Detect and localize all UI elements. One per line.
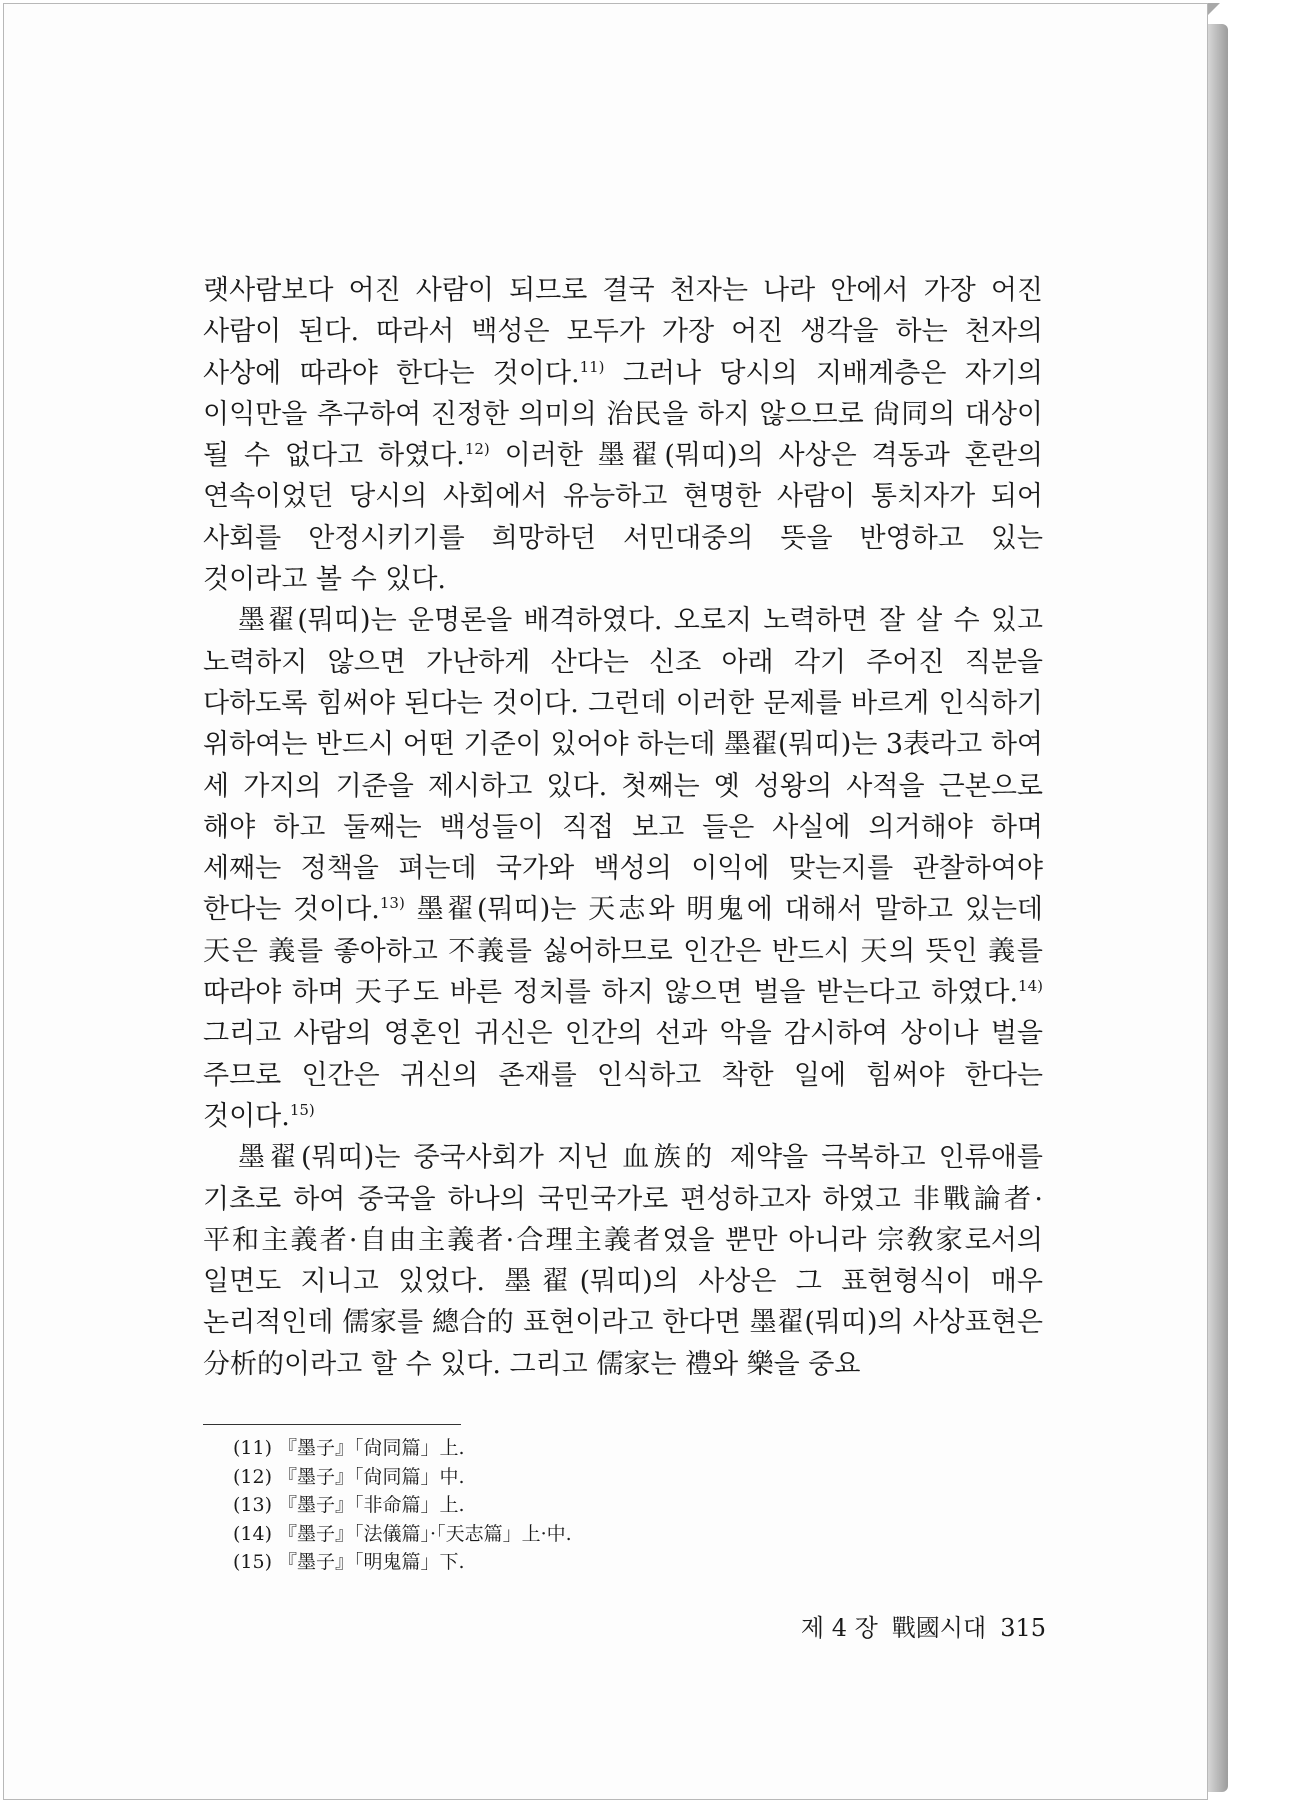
footnotes	[233, 1434, 833, 1577]
footnote-ref: 14)	[1018, 977, 1043, 996]
footnote-14: (14) 『墨子』「法儀篇」·「天志篇」上·中.	[233, 1522, 572, 1545]
paragraph-1	[203, 270, 1043, 600]
section-title: 戰國시대	[891, 1614, 987, 1642]
running-footer	[766, 1608, 1046, 1643]
text-run: 그리고 사람의 영혼인 귀신은 인간의 선과 악을 감시하여 상이나 벌을 주므로 인간은 귀신의 존재를 인식하고 착한 일에 힘써야 한다는 것이다.	[203, 1018, 1043, 1132]
paragraph-3	[203, 1137, 1043, 1385]
text-run: 墨翟(뭐띠)는 天志와 明鬼에 대해서 말하고 있는데 天은 義를 좋아하고 不義를 싫어하므로 인간은 반드시 天의 뜻인 義를 따라야 하며 天子도 바른 정치를 하지 않으면 벌을 받는다고 하였다.	[203, 894, 1043, 1009]
text-run: 墨翟(뭐띠)는 중국사회가 지닌 血族的 제약을 극복하고 인류애를 기초로 하여 중국을 하나의 국민국가로 편성하고자 하였고 非戰論者·平和主義者·自由主義者·合理主義者였을 뿐만 아니라 宗敎家로서의 일면도 지니고 있었다. 墨翟(뭐띠)의 사상은 그 표현형식이 매우 논리적인데 儒家를 總合的 표현이라고 한다면 墨翟(뭐띠)의 사상표현은 分析的이라고 할 수 있다. 그리고 儒家는 禮와 樂을 중요	[203, 1142, 1043, 1380]
footnote-ref: 13)	[379, 894, 405, 913]
page-number: 315	[1000, 1614, 1046, 1642]
footnote-13: (13) 『墨子』「非命篇」上.	[233, 1494, 465, 1516]
text-run: 墨翟(뭐띠)는 운명론을 배격하였다. 오로지 노력하면 잘 살 수 있고 노력하지 않으면 가난하게 산다는 신조 아래 각기 주어진 직분을 다하도록 힘써야 된다는 것이다. 그런데 이러한 문제를 바르게 인식하기 위하여는 반드시 어떤 기준이 있어야 하는데 墨翟(뭐띠)는 3表라고 하여 세 가지의 기준을 제시하고 있다. 첫째는 옛 성왕의 사적을 근본으로 해야 하고 둘째는 백성들이 직접 보고 들은 사실에 의거해야 하며 세째는 정책을 펴는데 국가와 백성의 이익에 맞는지를 관찰하여야 한다는 것이다.	[203, 605, 1043, 926]
text-run: 그러나 당시의 지배계층은 자기의 이익만을 추구하여 진정한 의미의 治民을 하지 않으므로 尙同의 대상이 될 수 없다고 하였다.	[203, 357, 1043, 472]
chapter-label: 제 4 장	[800, 1614, 878, 1642]
footnote-ref: 15)	[289, 1100, 315, 1119]
text-run: 랫사람보다 어진 사람이 되므로 결국 천자는 나라 안에서 가장 어진 사람이 된다. 따라서 백성은 모두가 가장 어진 생각을 하는 천자의 사상에 따라야 한다는 것이다.	[203, 275, 1043, 389]
paragraph-2	[203, 600, 1043, 1137]
footnote-divider	[203, 1424, 461, 1425]
footnote-ref: 11)	[579, 357, 605, 376]
page-edge-shadow	[1208, 24, 1228, 1792]
body-text	[203, 270, 1043, 1385]
footnote-ref: 12)	[464, 440, 490, 459]
footnote-11: (11) 『墨子』「尙同篇」上.	[233, 1437, 465, 1459]
footnote-12: (12) 『墨子』「尙同篇」中.	[233, 1465, 465, 1488]
text-run: 이러한 墨翟(뭐띠)의 사상은 격동과 혼란의 연속이었던 당시의 사회에서 유능하고 현명한 사람이 통치자가 되어 사회를 안정시키기를 희망하던 서민대중의 뜻을 반영하고 있는 것이라고 볼 수 있다.	[203, 440, 1043, 596]
footnote-15: (15) 『墨子』「明鬼篇」下.	[233, 1551, 465, 1573]
